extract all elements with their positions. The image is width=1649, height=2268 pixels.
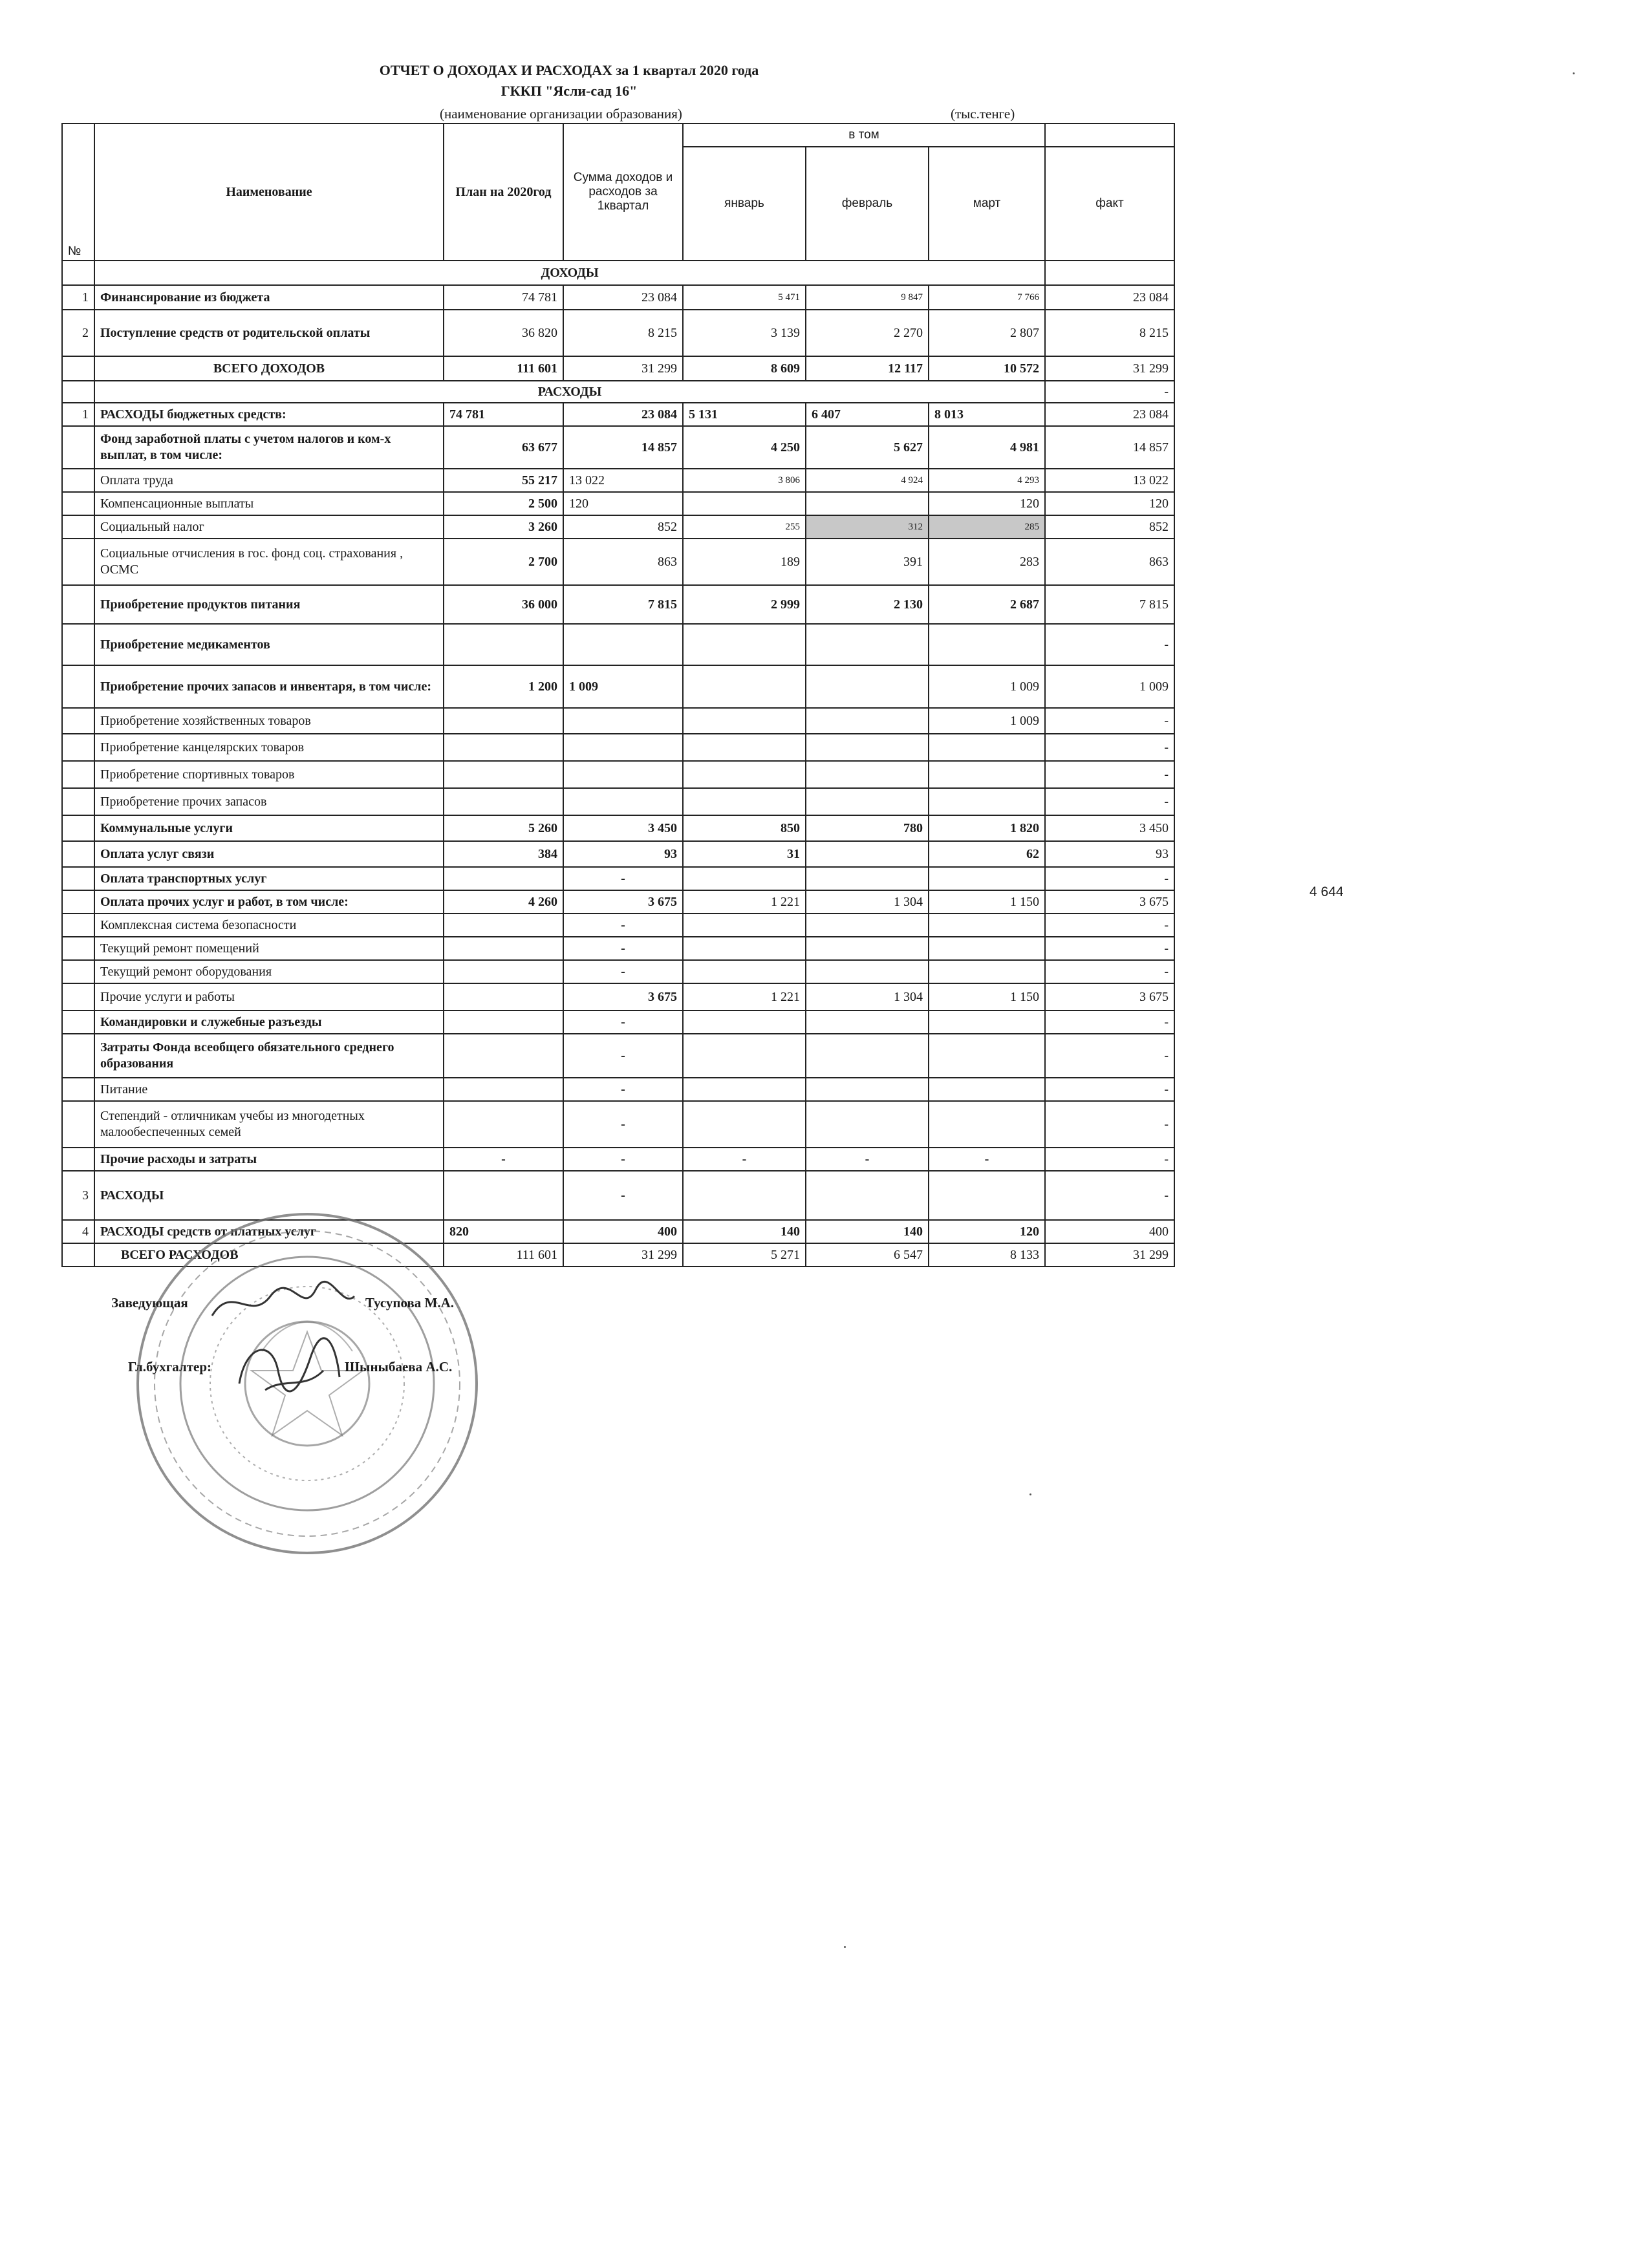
row-name: Социальные отчисления в гос. фонд соц. страхования , ОСМС (94, 539, 444, 585)
cell-fact: - (1045, 734, 1174, 761)
table-row (62, 937, 1174, 960)
cell-feb: 391 (806, 539, 929, 585)
cell-sum: 8 215 (563, 310, 683, 356)
margin-figure: 4 644 (1310, 884, 1344, 899)
cell-sum: 31 299 (563, 356, 683, 381)
cell-fact: 863 (1045, 539, 1174, 585)
cell-sum: - (563, 1034, 683, 1078)
cell-mar: 285 (929, 515, 1045, 539)
cell-plan: - (444, 1148, 563, 1171)
cell-jan: 2 999 (683, 585, 806, 624)
cell-feb: 4 924 (806, 469, 929, 492)
row-name: Оплата транспортных услуг (94, 867, 444, 890)
cell-fact: - (1045, 1078, 1174, 1101)
row-name: Приобретение спортивных товаров (94, 761, 444, 788)
table-row (62, 1034, 1174, 1078)
section-expenses-label: РАСХОДЫ (94, 381, 1045, 403)
table-row (62, 585, 1174, 624)
cell-plan: 820 (444, 1220, 563, 1243)
table-row (62, 539, 1174, 585)
scan-speck (844, 1946, 846, 1948)
table-row (62, 469, 1174, 492)
cell-fact: 14 857 (1045, 426, 1174, 469)
cell-feb: 6 407 (806, 403, 929, 426)
cell-feb: 2 130 (806, 585, 929, 624)
table-row (62, 1220, 1174, 1243)
col-header-feb: февраль (806, 147, 929, 261)
cell-fact: - (1045, 381, 1174, 403)
cell-feb: 312 (806, 515, 929, 539)
cell-plan: 2 700 (444, 539, 563, 585)
scan-speck (1573, 72, 1575, 74)
total-row (62, 1243, 1174, 1267)
cell-fact: - (1045, 1148, 1174, 1171)
table-row (62, 515, 1174, 539)
cell-plan: 2 500 (444, 492, 563, 515)
cell-sum: - (563, 867, 683, 890)
table-row (62, 1078, 1174, 1101)
cell-fact: 31 299 (1045, 356, 1174, 381)
row-name: РАСХОДЫ бюджетных средств: (94, 403, 444, 426)
cell-sum: 13 022 (563, 469, 683, 492)
cell-fact: - (1045, 1034, 1174, 1078)
cell-mar: 2 807 (929, 310, 1045, 356)
cell-sum: - (563, 960, 683, 983)
cell-fact: 120 (1045, 492, 1174, 515)
cell-sum: 93 (563, 841, 683, 867)
table-row (62, 734, 1174, 761)
cell-mar: 62 (929, 841, 1045, 867)
cell-jan: 255 (683, 515, 806, 539)
cell-plan: 4 260 (444, 890, 563, 914)
table-row (62, 403, 1174, 426)
cell-sum: 3 675 (563, 890, 683, 914)
table-row (62, 1011, 1174, 1034)
cell-feb (806, 492, 929, 515)
accountant-name-label: Шыныбаева А.С. (345, 1359, 453, 1375)
cell-fact: - (1045, 788, 1174, 815)
col-header-sum: Сумма доходов и расходов за 1квартал (563, 123, 683, 261)
row-name: Затраты Фонда всеобщего обязательного среднего образования (94, 1034, 444, 1078)
cell-jan: 1 221 (683, 983, 806, 1011)
table-row (62, 761, 1174, 788)
cell-fact: 3 675 (1045, 983, 1174, 1011)
cell-fact: - (1045, 867, 1174, 890)
report-title: ОТЧЕТ О ДОХОДАХ И РАСХОДАХ за 1 квартал 2020 года (379, 62, 759, 78)
cell-jan: 8 609 (683, 356, 806, 381)
cell-fact: - (1045, 1011, 1174, 1034)
cell-mar: 10 572 (929, 356, 1045, 381)
table-row (62, 708, 1174, 734)
cell-fact: 852 (1045, 515, 1174, 539)
table-row (62, 1148, 1174, 1171)
cell-fact: 8 215 (1045, 310, 1174, 356)
table-row (62, 1101, 1174, 1148)
cell-sum: 7 815 (563, 585, 683, 624)
row-name: Оплата прочих услуг и работ, в том числе: (94, 890, 444, 914)
row-name: ВСЕГО РАСХОДОВ (94, 1243, 444, 1267)
cell-plan: 111 601 (444, 1243, 563, 1267)
cell-feb: 6 547 (806, 1243, 929, 1267)
row-name: Приобретение хозяйственных товаров (94, 708, 444, 734)
col-header-no: № (62, 123, 94, 261)
row-name: РАСХОДЫ (94, 1171, 444, 1220)
cell-fact: 400 (1045, 1220, 1174, 1243)
cell-mar: 1 150 (929, 983, 1045, 1011)
cell-sum: 120 (563, 492, 683, 515)
table-row (62, 890, 1174, 914)
accountant-role-label: Гл.бухгалтер: (128, 1359, 212, 1375)
cell-plan: 74 781 (444, 285, 563, 310)
cell-sum: 14 857 (563, 426, 683, 469)
cell-fact: 31 299 (1045, 1243, 1174, 1267)
cell-sum: - (563, 1078, 683, 1101)
row-name: ВСЕГО ДОХОДОВ (94, 356, 444, 381)
cell-feb: 1 304 (806, 983, 929, 1011)
cell-mar: 8 133 (929, 1243, 1045, 1267)
cell-feb: 2 270 (806, 310, 929, 356)
row-name: Командировки и служебные разъезды (94, 1011, 444, 1034)
row-name: Коммунальные услуги (94, 815, 444, 841)
cell-mar: 120 (929, 1220, 1045, 1243)
cell-jan: 4 250 (683, 426, 806, 469)
cell-sum: - (563, 937, 683, 960)
col-header-mar: март (929, 147, 1045, 261)
cell-fact: 1 009 (1045, 665, 1174, 708)
cell-fact: 23 084 (1045, 285, 1174, 310)
cell-sum: 400 (563, 1220, 683, 1243)
cell-feb: 12 117 (806, 356, 929, 381)
cell-plan: 1 200 (444, 665, 563, 708)
row-name: Прочие расходы и затраты (94, 1148, 444, 1171)
cell-fact: 23 084 (1045, 403, 1174, 426)
cell-fact: 13 022 (1045, 469, 1174, 492)
cell-sum: - (563, 1148, 683, 1171)
col-header-group: в том (683, 123, 1045, 147)
row-name: Фонд заработной платы с учетом налогов и ком-х выплат, в том числе: (94, 426, 444, 469)
table-row (62, 426, 1174, 469)
row-name: Приобретение прочих запасов и инвентаря, в том числе: (94, 665, 444, 708)
income-expense-table (61, 123, 1175, 1267)
cell-sum: 1 009 (563, 665, 683, 708)
cell-mar: 2 687 (929, 585, 1045, 624)
head-role-label: Заведующая (111, 1295, 188, 1311)
col-header-plan: План на 2020год (444, 123, 563, 261)
row-name: Поступление средств от родительской оплаты (94, 310, 444, 356)
row-name: Социальный налог (94, 515, 444, 539)
cell-mar: 4 293 (929, 469, 1045, 492)
row-name: РАСХОДЫ средств от платных услуг (94, 1220, 444, 1243)
table-row (62, 1171, 1174, 1220)
table-row (62, 788, 1174, 815)
cell-fact: - (1045, 937, 1174, 960)
cell-sum: 863 (563, 539, 683, 585)
cell-feb: 1 304 (806, 890, 929, 914)
row-name: Компенсационные выплаты (94, 492, 444, 515)
cell-sum: 3 450 (563, 815, 683, 841)
section-income (62, 261, 1174, 285)
row-name: Оплата труда (94, 469, 444, 492)
cell-jan: 3 806 (683, 469, 806, 492)
table-row (62, 815, 1174, 841)
cell-plan: 36 000 (444, 585, 563, 624)
cell-jan (683, 492, 806, 515)
cell-sum: 23 084 (563, 285, 683, 310)
cell-sum: - (563, 1171, 683, 1220)
cell-feb: 9 847 (806, 285, 929, 310)
cell-jan: 5 471 (683, 285, 806, 310)
table-row (62, 285, 1174, 310)
cell-plan: 63 677 (444, 426, 563, 469)
cell-fact: 93 (1045, 841, 1174, 867)
cell-fact: - (1045, 1101, 1174, 1148)
row-name: Степендий - отличникам учебы из многодетных малообеспеченных семей (94, 1101, 444, 1148)
accountant-signature-icon (226, 1332, 349, 1403)
cell-feb: 5 627 (806, 426, 929, 469)
row-no: 2 (62, 310, 94, 356)
cell-feb: 780 (806, 815, 929, 841)
col-header-fact: факт (1045, 147, 1174, 261)
cell-jan: - (683, 1148, 806, 1171)
table-row (62, 983, 1174, 1011)
cell-fact: - (1045, 708, 1174, 734)
cell-jan: 189 (683, 539, 806, 585)
row-name: Питание (94, 1078, 444, 1101)
cell-jan: 850 (683, 815, 806, 841)
section-income-label: ДОХОДЫ (94, 261, 1045, 285)
col-header-name: Наименование (94, 123, 444, 261)
cell-mar: 8 013 (929, 403, 1045, 426)
table-row (62, 841, 1174, 867)
units-note: (тыс.тенге) (951, 106, 1015, 122)
scan-speck (1029, 1493, 1031, 1495)
cell-mar: 1 009 (929, 665, 1045, 708)
cell-feb: - (806, 1148, 929, 1171)
cell-fact: 7 815 (1045, 585, 1174, 624)
organization-name: ГККП "Ясли-сад 16" (501, 83, 638, 99)
row-no: 1 (62, 285, 94, 310)
cell-mar: 283 (929, 539, 1045, 585)
cell-plan: 5 260 (444, 815, 563, 841)
table-row (62, 665, 1174, 708)
col-header-jan: январь (683, 147, 806, 261)
row-name: Финансирование из бюджета (94, 285, 444, 310)
cell-mar: 120 (929, 492, 1045, 515)
cell-sum: 3 675 (563, 983, 683, 1011)
row-name: Текущий ремонт оборудования (94, 960, 444, 983)
row-no: 4 (62, 1220, 94, 1243)
cell-plan: 3 260 (444, 515, 563, 539)
cell-mar: 1 820 (929, 815, 1045, 841)
cell-jan: 1 221 (683, 890, 806, 914)
cell-fact: 3 675 (1045, 890, 1174, 914)
cell-fact: 3 450 (1045, 815, 1174, 841)
cell-mar: - (929, 1148, 1045, 1171)
cell-fact: - (1045, 1171, 1174, 1220)
cell-jan: 31 (683, 841, 806, 867)
row-no: 1 (62, 403, 94, 426)
cell-sum: 852 (563, 515, 683, 539)
row-name: Приобретение прочих запасов (94, 788, 444, 815)
row-name: Приобретение медикаментов (94, 624, 444, 665)
cell-fact: - (1045, 624, 1174, 665)
cell-jan: 140 (683, 1220, 806, 1243)
section-expenses (62, 381, 1174, 403)
cell-plan: 36 820 (444, 310, 563, 356)
cell-plan: 111 601 (444, 356, 563, 381)
table-row (62, 492, 1174, 515)
cell-mar: 4 981 (929, 426, 1045, 469)
cell-sum: 31 299 (563, 1243, 683, 1267)
table-row (62, 310, 1174, 356)
cell-fact: - (1045, 914, 1174, 937)
table-row (62, 914, 1174, 937)
row-name: Приобретение канцелярских товаров (94, 734, 444, 761)
head-name-label: Тусупова М.А. (365, 1295, 455, 1311)
cell-mar: 1 150 (929, 890, 1045, 914)
cell-sum: 23 084 (563, 403, 683, 426)
row-name: Текущий ремонт помещений (94, 937, 444, 960)
cell-mar: 1 009 (929, 708, 1045, 734)
cell-plan: 74 781 (444, 403, 563, 426)
cell-feb: 140 (806, 1220, 929, 1243)
head-signature-icon (206, 1277, 361, 1329)
row-name: Прочие услуги и работы (94, 983, 444, 1011)
table-row (62, 867, 1174, 890)
cell-plan: 384 (444, 841, 563, 867)
organization-caption: (наименование организации образования) (440, 106, 682, 122)
row-name: Оплата услуг связи (94, 841, 444, 867)
total-row (62, 356, 1174, 381)
row-name: Приобретение продуктов питания (94, 585, 444, 624)
cell-mar: 7 766 (929, 285, 1045, 310)
cell-plan: 55 217 (444, 469, 563, 492)
table-row (62, 624, 1174, 665)
cell-jan: 5 131 (683, 403, 806, 426)
col-header-blank (1045, 123, 1174, 147)
cell-fact: - (1045, 761, 1174, 788)
cell-sum: - (563, 914, 683, 937)
cell-sum: - (563, 1011, 683, 1034)
cell-sum: - (563, 1101, 683, 1148)
cell-jan: 3 139 (683, 310, 806, 356)
table-row (62, 960, 1174, 983)
row-name: Комплексная система безопасности (94, 914, 444, 937)
cell-jan: 5 271 (683, 1243, 806, 1267)
cell-fact: - (1045, 960, 1174, 983)
row-no: 3 (62, 1171, 94, 1220)
